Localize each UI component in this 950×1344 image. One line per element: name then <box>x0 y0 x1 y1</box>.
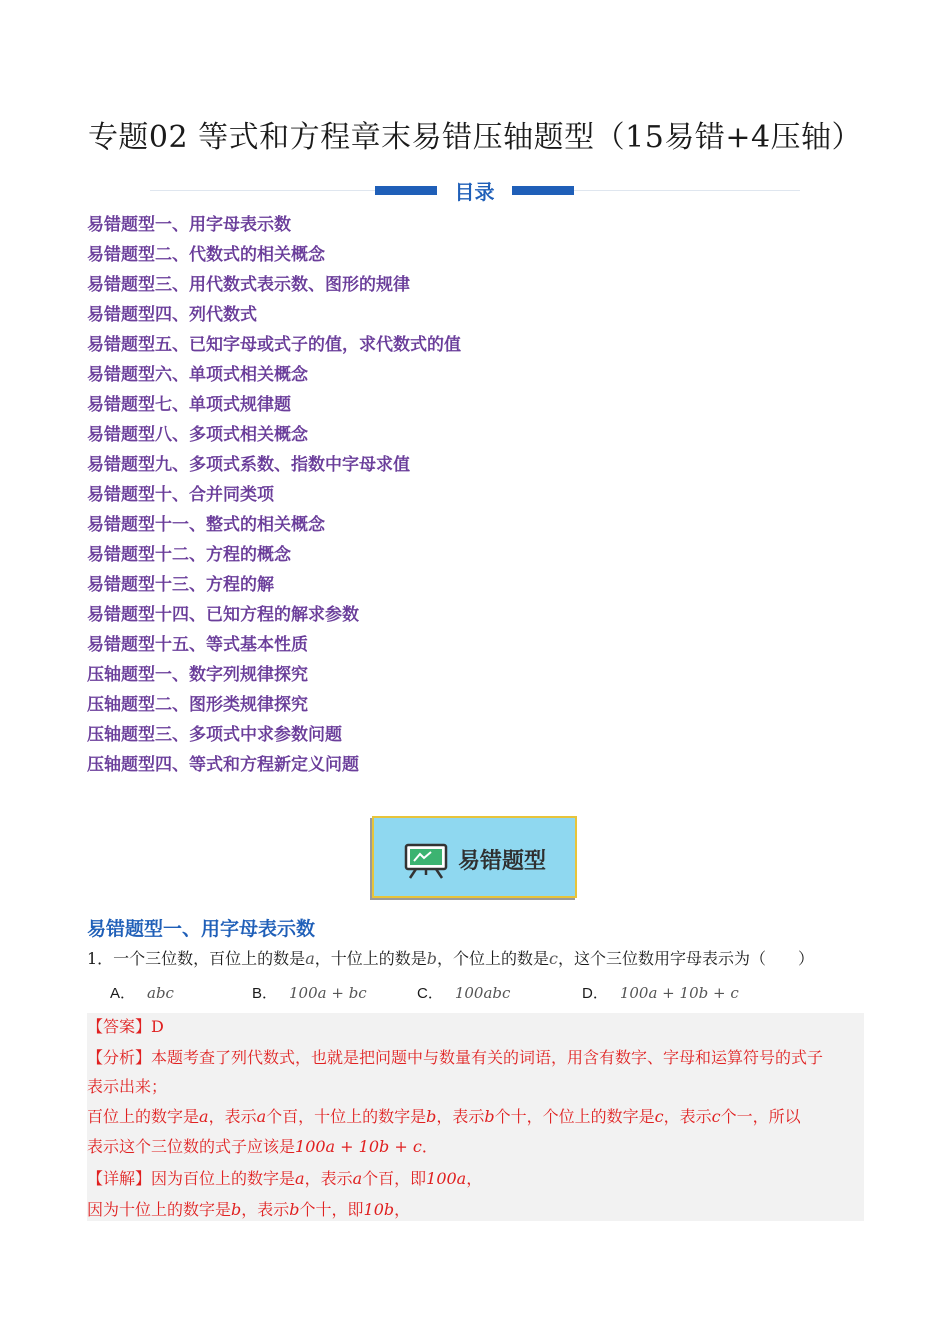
section-heading: 易错题型一、用字母表示数 <box>87 918 316 940</box>
analysis-line: 表示这个三位数的式子应该是100a + 10b + c． <box>87 1137 438 1156</box>
toc-item[interactable]: 易错题型十二、方程的概念 <box>87 545 291 565</box>
toc-bar-left <box>375 186 437 195</box>
toc-item[interactable]: 压轴题型二、图形类规律探究 <box>87 695 308 715</box>
toc-bar-right <box>512 186 574 195</box>
toc-item[interactable]: 易错题型九、多项式系数、指数中字母求值 <box>87 455 410 475</box>
page-title: 专题02 等式和方程章末易错压轴题型（15易错+4压轴） <box>87 120 863 155</box>
table-of-contents <box>87 212 461 782</box>
toc-item[interactable]: 易错题型十三、方程的解 <box>87 575 274 595</box>
toc-item[interactable]: 易错题型十四、已知方程的解求参数 <box>87 605 359 625</box>
analysis-line: 【分析】本题考查了列代数式，也就是把问题中与数量有关的词语，用含有数字、字母和运算符号的式子 <box>87 1048 824 1067</box>
toc-item[interactable]: 易错题型四、列代数式 <box>87 305 257 325</box>
option-d[interactable]: D． 100a + 10b + c <box>582 984 739 1002</box>
toc-item[interactable]: 易错题型五、已知字母或式子的值，求代数式的值 <box>87 335 461 355</box>
question-text: 1．一个三位数，百位上的数是a，十位上的数是b，个位上的数是c，这个三位数用字母表示为（ ） <box>87 949 814 968</box>
analysis-line: 百位上的数字是a，表示a个百，十位上的数字是b，表示b个十，个位上的数字是c，表示c个一，所以 <box>87 1107 801 1126</box>
toc-item[interactable]: 易错题型二、代数式的相关概念 <box>87 245 325 265</box>
toc-item[interactable]: 易错题型七、单项式规律题 <box>87 395 291 415</box>
toc-item[interactable]: 易错题型十、合并同类项 <box>87 485 274 505</box>
option-a[interactable]: A． abc <box>110 984 174 1002</box>
answer-line: 【答案】D <box>87 1017 164 1036</box>
toc-item[interactable]: 易错题型六、单项式相关概念 <box>87 365 308 385</box>
presentation-board-icon <box>404 842 448 884</box>
toc-item[interactable]: 压轴题型三、多项式中求参数问题 <box>87 725 342 745</box>
answer-options <box>110 982 810 1006</box>
option-b[interactable]: B． 100a + bc <box>252 984 367 1002</box>
toc-item[interactable]: 易错题型十一、整式的相关概念 <box>87 515 325 535</box>
toc-item[interactable]: 易错题型十五、等式基本性质 <box>87 635 308 655</box>
analysis-line: 表示出来； <box>87 1077 168 1096</box>
section-badge <box>372 816 577 898</box>
toc-header <box>150 176 800 206</box>
toc-label: 目录 <box>437 176 512 205</box>
toc-item[interactable]: 易错题型三、用代数式表示数、图形的规律 <box>87 275 410 295</box>
toc-item[interactable]: 易错题型八、多项式相关概念 <box>87 425 308 445</box>
toc-item[interactable]: 易错题型一、用字母表示数 <box>87 215 291 235</box>
answer-box <box>87 1013 864 1221</box>
toc-item[interactable]: 压轴题型四、等式和方程新定义问题 <box>87 755 359 775</box>
badge-text: 易错题型 <box>458 849 547 874</box>
toc-item[interactable]: 压轴题型一、数字列规律探究 <box>87 665 308 685</box>
detail-line: 因为十位上的数字是b，表示b个十，即10b， <box>87 1200 411 1219</box>
option-c[interactable]: C． 100abc <box>417 984 511 1002</box>
detail-line: 【详解】因为百位上的数字是a，表示a个百，即100a， <box>87 1169 483 1188</box>
